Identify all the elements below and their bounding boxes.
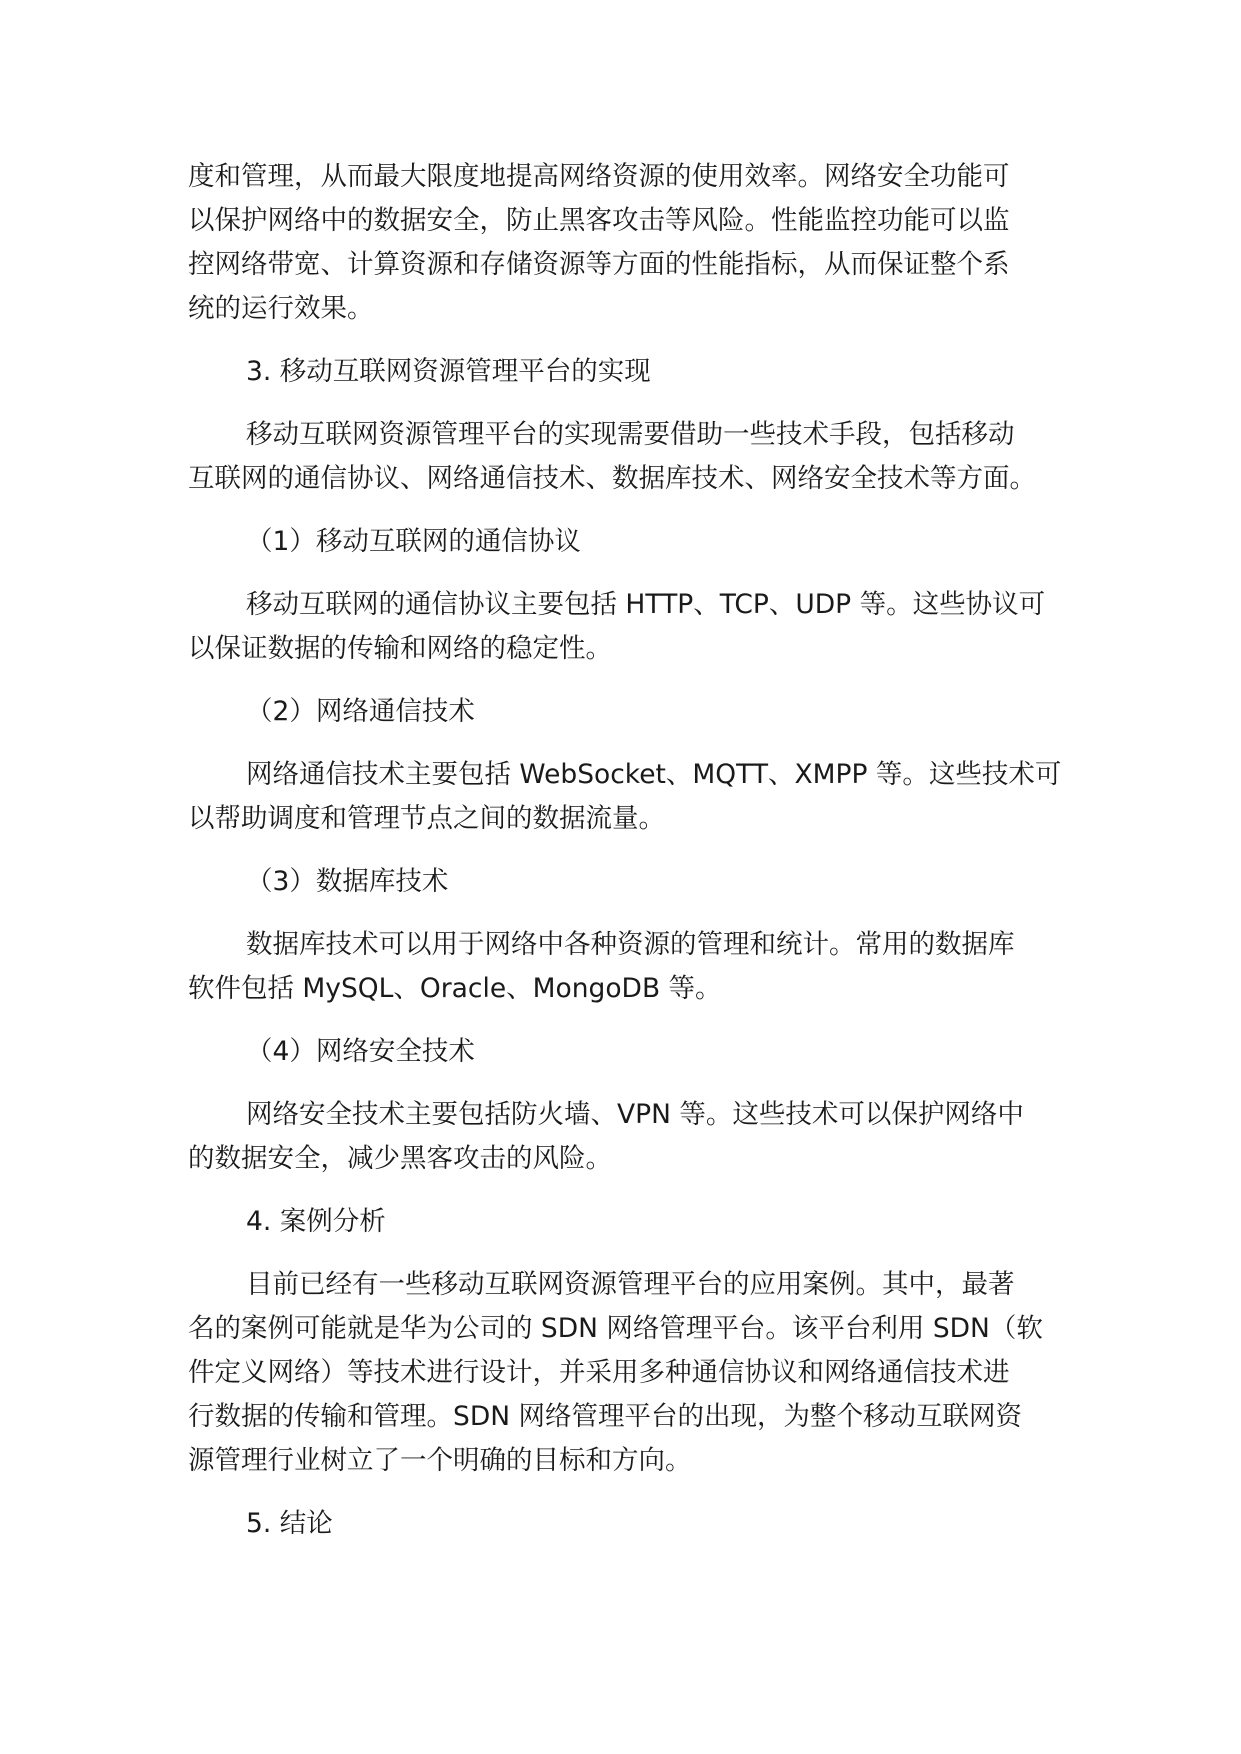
paragraph-gap (188, 1181, 1068, 1200)
paragraph-gap (188, 671, 1068, 690)
paragraph-gap (188, 564, 1068, 583)
text-line: 以帮助调度和管理节点之间的数据流量。 (188, 803, 665, 834)
paragraph-gap (188, 1244, 1068, 1263)
text-line: 互联网的通信协议、网络通信技术、数据库技术、网络安全技术等方面。 (188, 463, 1036, 494)
text-line: 以保护网络中的数据安全，防止黑客攻击等风险。性能监控功能可以监 (188, 205, 1010, 236)
text-line: （1）移动互联网的通信协议 (246, 526, 581, 557)
body-paragraph (188, 1263, 1068, 1483)
section-heading (188, 1200, 1068, 1244)
paragraph-gap (188, 841, 1068, 860)
paragraph-gap (188, 394, 1068, 413)
text-line: 目前已经有一些移动互联网资源管理平台的应用案例。其中，最著 (246, 1269, 1015, 1300)
text-line: 统的运行效果。 (188, 293, 374, 324)
text-line: 以保证数据的传输和网络的稳定性。 (188, 633, 612, 664)
paragraph-gap (188, 1011, 1068, 1030)
section-heading (188, 350, 1068, 394)
text-line: 5. 结论 (246, 1508, 333, 1539)
text-line: 移动互联网的通信协议主要包括 HTTP、TCP、UDP 等。这些协议可 (246, 589, 1046, 620)
text-line: 数据库技术可以用于网络中各种资源的管理和统计。常用的数据库 (246, 929, 1015, 960)
body-paragraph (188, 155, 1068, 331)
paragraph-gap (188, 734, 1068, 753)
paragraph-gap (188, 904, 1068, 923)
section-heading (188, 690, 1068, 734)
text-line: 移动互联网资源管理平台的实现需要借助一些技术手段，包括移动 (246, 419, 1015, 450)
section-heading (188, 860, 1068, 904)
text-line: 名的案例可能就是华为公司的 SDN 网络管理平台。该平台利用 SDN（软 (188, 1313, 1043, 1344)
text-line: （3）数据库技术 (246, 866, 449, 897)
paragraph-gap (188, 1483, 1068, 1502)
text-line: （2）网络通信技术 (246, 696, 475, 727)
section-heading (188, 1502, 1068, 1546)
text-line: 4. 案例分析 (246, 1206, 386, 1237)
body-paragraph (188, 413, 1068, 501)
text-line: 软件包括 MySQL、Oracle、MongoDB 等。 (188, 973, 722, 1004)
section-heading (188, 520, 1068, 564)
text-line: 网络通信技术主要包括 WebSocket、MQTT、XMPP 等。这些技术可 (246, 759, 1062, 790)
body-paragraph (188, 583, 1068, 671)
document-page (188, 155, 1068, 1546)
paragraph-gap (188, 1074, 1068, 1093)
text-line: 行数据的传输和管理。SDN 网络管理平台的出现，为整个移动互联网资 (188, 1401, 1022, 1432)
text-line: 网络安全技术主要包括防火墙、VPN 等。这些技术可以保护网络中 (246, 1099, 1024, 1130)
body-paragraph (188, 923, 1068, 1011)
text-line: 件定义网络）等技术进行设计，并采用多种通信协议和网络通信技术进 (188, 1357, 1010, 1388)
body-paragraph (188, 753, 1068, 841)
text-line: 源管理行业树立了一个明确的目标和方向。 (188, 1445, 692, 1476)
text-line: 3. 移动互联网资源管理平台的实现 (246, 356, 651, 387)
text-line: （4）网络安全技术 (246, 1036, 475, 1067)
text-line: 度和管理，从而最大限度地提高网络资源的使用效率。网络安全功能可 (188, 161, 1010, 192)
paragraph-gap (188, 331, 1068, 350)
body-paragraph (188, 1093, 1068, 1181)
section-heading (188, 1030, 1068, 1074)
paragraph-gap (188, 501, 1068, 520)
text-line: 的数据安全，减少黑客攻击的风险。 (188, 1143, 612, 1174)
text-line: 控网络带宽、计算资源和存储资源等方面的性能指标，从而保证整个系 (188, 249, 1010, 280)
